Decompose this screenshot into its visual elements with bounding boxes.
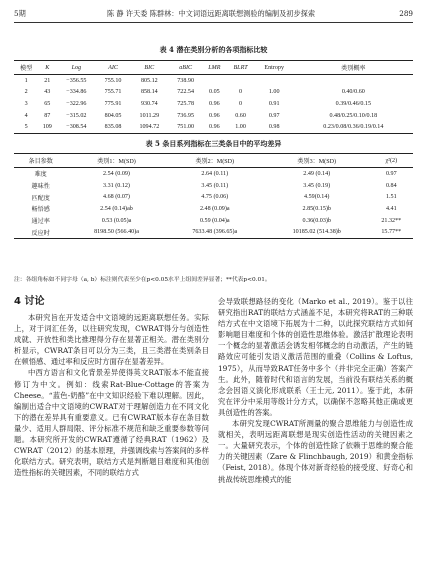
- table-cell: 805.12: [140, 77, 158, 84]
- table-cell: 4: [24, 112, 28, 119]
- table-header-cell: 类别概率: [294, 61, 413, 75]
- table-cell: [226, 75, 254, 87]
- table-cell: 0.36(0.03)b: [302, 217, 331, 224]
- table-cell: 835.08: [104, 124, 122, 131]
- table-cell: 3: [24, 100, 28, 107]
- table-cell: 109: [42, 124, 52, 131]
- table-cell: 0: [239, 89, 243, 96]
- table-cell: 3.31 (0.12): [103, 182, 130, 189]
- table-cell: 2.48 (0.09)a: [199, 205, 230, 212]
- table-cell: 1: [24, 77, 28, 84]
- table-header-cell: 类别1：M(SD): [67, 154, 165, 168]
- table-cell: 0.97: [268, 112, 280, 119]
- table-cell: 2.64 (0.11): [201, 170, 229, 177]
- table5-caption: 表 5 条目系列指标在三类条目中的平均差异: [145, 139, 282, 148]
- table-row: [14, 98, 413, 110]
- running-head: [14, 9, 413, 21]
- table-cell: 4.59(0.14): [304, 194, 330, 201]
- paragraph: 本研究发现CWRAT所测量的聚合思维能力与创造性成就相关，表明远距离联想是现实创造性活动的关键因素之一。大量研究表示，个体的创造性除了依赖于思维的聚合能力的关键因素（Zare & Flinchbaugh, 2019）和黄金指标（Feist, 2018）。体现个体对新奇经验的接受度、好奇心和挑战传统思维模式的能: [218, 419, 413, 484]
- table-cell: −322.96: [66, 100, 87, 107]
- table-cell: 1011.29: [139, 112, 160, 119]
- table-cell: 930.74: [140, 100, 158, 107]
- table-cell: 0.05: [209, 89, 220, 96]
- table-cell: 804.05: [104, 112, 122, 119]
- table-header-cell: Entropy: [255, 61, 294, 75]
- table-header-cell: AIC: [96, 61, 129, 75]
- table-cell: 0.96: [209, 112, 220, 119]
- table-cell: 7633.48 (396.65)a: [192, 229, 238, 236]
- table-cell: 匹配度: [31, 195, 50, 202]
- table-cell: 751.00: [177, 124, 195, 131]
- table-cell: 0.60: [235, 112, 246, 119]
- table-cell: 反应时: [31, 230, 50, 237]
- table-header-cell: LMR: [202, 61, 226, 75]
- table-cell: 0.39/0.46/0.15: [335, 100, 372, 107]
- table-cell: 1.00: [235, 124, 246, 131]
- table-cell: 0.96: [209, 124, 220, 131]
- table-cell: 10185.02 (514.38)b: [292, 229, 341, 236]
- authors-and-title: 陈 静 许天委 陈群林：中文词语远距离联想测验的编制及初步探索: [106, 9, 316, 18]
- table-cell: 0.59 (0.04)a: [199, 217, 230, 224]
- table-cell: 0.53 (0.05)a: [101, 217, 132, 224]
- paragraph: 本研究旨在开发适合中文语境的远距离联想任务。实际上，对于词汇任务，以往研究发现，CWRAT得分与创造性成就、开放性和类比推理得分存在显著正相关。潜在类别分析显示，CWRAT条目可以分为三类，且三类潜在类别条目在顿悟感、通过率和反应时方面存在显著差异。: [14, 313, 209, 367]
- table-cell: 858.14: [140, 89, 158, 96]
- table5: [14, 153, 413, 239]
- table-cell: 0.91: [268, 100, 280, 107]
- table-cell: 0.96: [209, 100, 220, 107]
- table-cell: 736.95: [177, 112, 195, 119]
- table-cell: −356.55: [66, 77, 87, 84]
- table-cell: 4.41: [385, 205, 397, 212]
- table-header-cell: BLRT: [226, 61, 254, 75]
- right-column: [218, 296, 413, 485]
- section-heading: 4 讨论: [14, 296, 45, 307]
- table-cell: 755.10: [104, 77, 122, 84]
- table-cell: 738.90: [177, 77, 195, 84]
- table-cell: 3.45 (0.19): [303, 182, 331, 189]
- paragraph: 中西方语言和文化背景差异使得英文RAT版本不能直接修订为中文。例如：线索Rat-Blue-Cottage的答案为Cheese。“蓝色-奶酪”在中文知识经验下难以理解。因此，编制出适合中文语境的CWRAT对于理解创造力在不同文化下的潜在差异具有重要意义。已有CWRAT版本存在条目数量少、适用人群局限、评分标准不规范和缺乏重要参数等问题。本研究所开发的CWRAT遵循了经典RAT（1962）及CWRAT（2012）的基本原理，并强调线索与答案间的多样化联结方式。研究表明，联结方式是判断题目难度和其他创造性指标的关键因素，不同的联结方式: [14, 368, 209, 478]
- table-cell: 4.75 (0.06): [201, 194, 229, 201]
- table-cell: [202, 75, 226, 87]
- issue-number: 5期: [14, 9, 26, 18]
- table-cell: 0.84: [385, 182, 397, 189]
- left-column: [14, 295, 209, 478]
- table-row: [14, 87, 413, 99]
- table-row: [14, 75, 413, 87]
- table-cell: 775.91: [104, 100, 122, 107]
- table-cell: 1.00: [268, 89, 280, 96]
- table-row: [14, 203, 413, 215]
- table-cell: 0.97: [385, 170, 397, 177]
- table-cell: 趣味性: [31, 184, 50, 191]
- table-cell: −315.02: [66, 112, 87, 119]
- table-header-cell: Log: [56, 61, 96, 75]
- table-cell: 722.54: [177, 89, 195, 96]
- table-cell: 1094.72: [139, 124, 160, 131]
- page-number: 289: [399, 9, 413, 18]
- table-row: [14, 110, 413, 122]
- table-cell: 2: [24, 89, 28, 96]
- table-cell: 通过率: [31, 219, 50, 226]
- table-header-cell: 条目参数: [14, 154, 67, 168]
- table-cell: 8198.50 (566.40)a: [94, 229, 139, 236]
- table-cell: 0: [239, 100, 243, 107]
- table-row: [14, 191, 413, 203]
- table-cell: 65: [44, 100, 51, 107]
- table-cell: 2.54 (0.14)ab: [100, 205, 133, 212]
- table4: [14, 60, 413, 134]
- table-cell: 0.23/0.08/0.36/0.19/0.14: [323, 124, 384, 131]
- table-cell: 43: [44, 89, 51, 96]
- table-cell: [255, 75, 294, 87]
- table-cell: 2.54 (0.09): [103, 170, 130, 177]
- table-cell: 4.68 (0.07): [103, 194, 130, 201]
- table-header-cell: χ²(2): [370, 154, 413, 168]
- table-row: [14, 121, 413, 133]
- table-cell: [294, 75, 413, 87]
- table-cell: 1.51: [385, 194, 397, 201]
- table-cell: 5: [24, 124, 28, 131]
- table-cell: 87: [44, 112, 51, 119]
- table-cell: 755.71: [104, 89, 122, 96]
- table5-header-row: [14, 154, 413, 168]
- table-cell: 0.40/0.60: [341, 89, 365, 96]
- table-row: [14, 215, 413, 227]
- table-cell: 3.45 (0.11): [201, 182, 229, 189]
- paragraph: 会导致联想路径的变化（Marko et al., 2019）。鉴于以往研究指出RAT的联结方式涵盖不足，本研究将RAT的三种联结方式在中文语境下拓展为十二种，以此探究联结方式如何影响题目难度和个体的创造性思维体验。激活扩散理论表明一个概念的显著激活会诱发相邻概念的自动激活，产生的链路效应可能引发语义激活范围的重叠（Collins & Loftus, 1975），从而导致RAT任务中多个（并非完全正确）答案产生。此外，随着时代和语言的发展，当前没有联结关系的概念会因语义演化形成联系（王士元, 2011）。鉴于此，本研究在评分中采用等级计分方式，以确保不忽略其他正确或更具创造性的答案。: [218, 297, 413, 417]
- table-cell: 0.48/0.25/0.10/0.18: [329, 112, 378, 119]
- table-cell: 难度: [34, 172, 47, 179]
- table-row: [14, 168, 413, 180]
- table4-caption: 表 4 潜在类别分析的各项指标比较: [159, 45, 268, 54]
- table-cell: 725.78: [177, 100, 195, 107]
- table-cell: 2.49 (0.14): [303, 170, 331, 177]
- table-header-cell: aBIC: [169, 61, 202, 75]
- table4-header-row: [14, 61, 413, 75]
- table-cell: 15.77**: [381, 229, 402, 236]
- table-cell: 畅悟感: [31, 207, 50, 214]
- table-cell: 21: [44, 77, 51, 84]
- table-header-cell: K: [38, 61, 56, 75]
- header-rule: [14, 22, 413, 23]
- table-header-cell: 类别3：M(SD): [264, 154, 370, 168]
- table-header-cell: BIC: [130, 61, 169, 75]
- table-cell: −308.54: [66, 124, 87, 131]
- table-row: [14, 180, 413, 192]
- table-header-cell: 模型: [14, 61, 38, 75]
- table-header-cell: 类别2：M(SD): [166, 154, 264, 168]
- table-cell: 0.98: [268, 124, 280, 131]
- table-row: [14, 226, 413, 238]
- table-cell: −334.86: [66, 89, 87, 96]
- table-cell: 21.32**: [381, 217, 402, 224]
- table5-note: 注：各组角标如不同字母（a, b）标注则代表至少在p<0.05水平上组间差异显著；**代表p<0.01。: [14, 277, 271, 283]
- table-cell: 2.85(0.15)b: [302, 205, 331, 212]
